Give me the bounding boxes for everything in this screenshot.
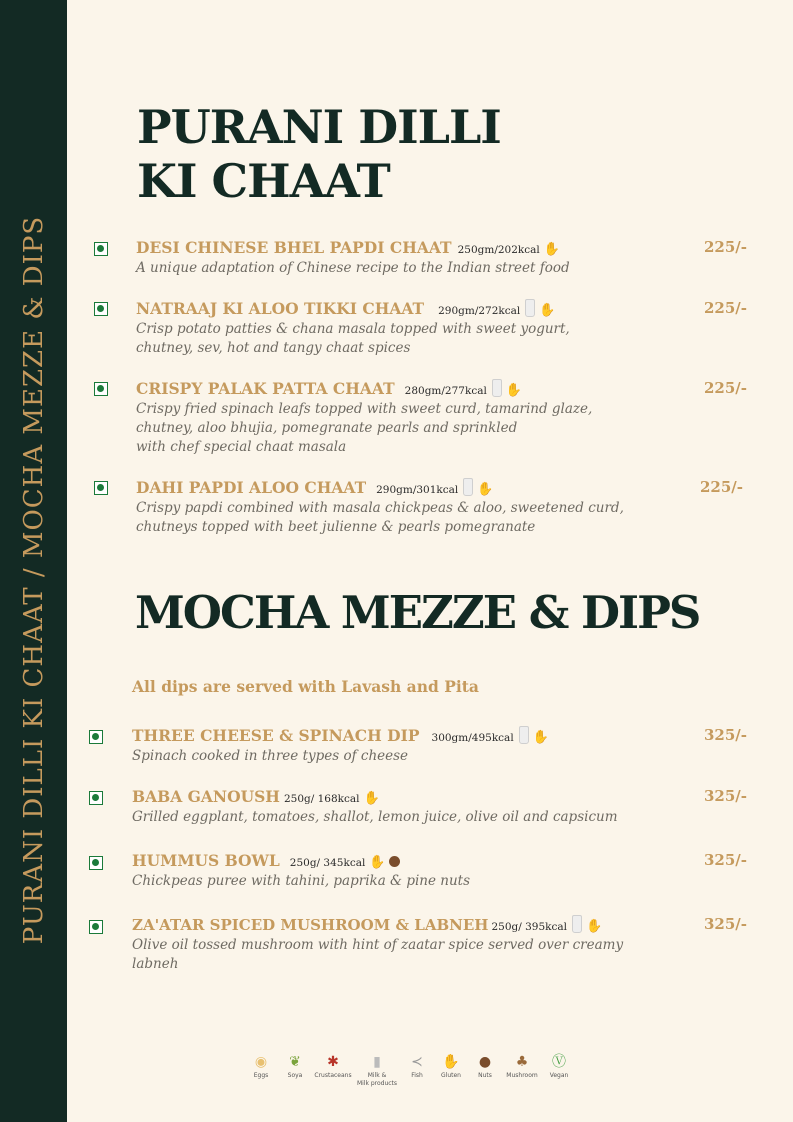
menu-item-price: 325/- [704,851,748,869]
menu-item-price: 325/- [704,915,748,933]
menu-item-description: Spinach cooked in three types of cheese [132,748,409,764]
gluten-icon: ✋ [539,303,556,318]
allergen-legend [246,1052,574,1088]
fish-icon: ≺ [411,1054,423,1070]
menu-item-description: Crisp potato patties & chana masala topped with sweet yogurt, chutney, sev, hot and tangy chaat spices [136,321,570,356]
vegan-icon: Ⓥ [552,1054,566,1070]
menu-item-title: DESI CHINESE BHEL PAPDI CHAAT 250gm/202kcal ✋ [136,238,560,257]
milk-icon [519,726,529,744]
milk-icon [572,915,582,933]
legend-item-milk: ▮ Milk & Milk products [356,1054,398,1087]
gluten-icon: ✋ [532,730,549,745]
menu-item-title: ZA'ATAR SPICED MUSHROOM & LABNEH 250g/ 395kcal ✋ [132,916,603,934]
veg-icon [89,791,103,805]
milk-icon: ▮ [373,1054,381,1070]
menu-item-description: Crispy papdi combined with masala chickpeas & aloo, sweetened curd, chutneys topped with beet julienne & pearls pomegranate [136,500,624,535]
legend-item-soya: ❦ Soya [287,1054,303,1079]
menu-item-description: Chickpeas puree with tahini, paprika & pine nuts [132,873,471,889]
section-title-mezze: MOCHA MEZZE & DIPS [135,586,700,639]
legend-item-crustaceans: ✱ Crustaceans [314,1054,352,1079]
menu-item-description: A unique adaptation of Chinese recipe to the Indian street food [136,260,570,276]
milk-icon [492,379,502,397]
veg-icon [89,920,103,934]
menu-item-price: 225/- [704,238,748,256]
legend-item-gluten: ✋ Gluten [441,1054,461,1079]
legend-item-eggs: ◉ Eggs [253,1054,269,1079]
menu-item-description: Olive oil tossed mushroom with hint of zaatar spice served over creamy labneh [132,937,624,972]
nut-icon: ● [478,1054,492,1070]
menu-item-price: 225/- [704,299,748,317]
veg-icon [94,481,108,495]
soya-icon: ❦ [289,1054,301,1070]
menu-item-title: BABA GANOUSH 250g/ 168kcal ✋ [132,787,380,806]
gluten-icon: ✋ [586,919,603,934]
milk-icon [525,299,535,317]
section-title-chaat: PURANI DILLI KI CHAAT [137,100,501,208]
mushroom-icon: ♣ [515,1054,529,1070]
gluten-icon: ✋ [505,383,523,398]
gluten-icon: ✋ [477,482,494,497]
menu-item-title: NATRAAJ KI ALOO TIKKI CHAAT 290gm/272kcal ✋ [136,299,556,318]
legend-item-mushroom: ♣ Mushroom [506,1054,538,1079]
veg-icon [89,730,103,744]
veg-icon [94,382,108,396]
menu-item-description: Grilled eggplant, tomatoes, shallot, lemon juice, olive oil and capsicum [132,809,618,825]
menu-item-title: DAHI PAPDI ALOO CHAAT 290gm/301kcal ✋ [136,478,494,497]
veg-icon [94,302,108,316]
legend-item-fish: ≺ Fish [411,1054,423,1079]
menu-item-price: 325/- [704,726,748,744]
menu-item-description: Crispy fried spinach leafs topped with sweet curd, tamarind glaze, chutney, aloo bhujia, pomegranate pearls and sprinkled with chef special chaat masala [136,401,593,455]
gluten-icon: ✋ [363,791,380,806]
gluten-icon: ✋ [543,242,560,257]
gluten-icon: ✋ [369,855,386,870]
crab-icon: ✱ [327,1054,339,1070]
milk-icon [463,478,473,496]
sidebar [0,0,67,1122]
menu-item-title: THREE CHEESE & SPINACH DIP 300gm/495kcal ✋ [132,726,549,745]
menu-item-title: HUMMUS BOWL 250g/ 345kcal ✋ [132,851,400,870]
nut-icon [389,856,400,867]
menu-item-price: 325/- [704,787,748,805]
legend-item-nuts: ● Nuts [478,1054,492,1079]
gluten-icon: ✋ [442,1054,460,1070]
menu-item-title: CRISPY PALAK PATTA CHAAT 280gm/277kcal ✋ [136,379,523,398]
menu-item-price: 225/- [700,478,744,496]
section-note: All dips are served with Lavash and Pita [132,677,479,696]
sidebar-title: PURANI DILLI KI CHAAT / MOCHA MEZZE & DIPS [19,215,49,945]
legend-item-vegan: Ⓥ Vegan [549,1054,569,1079]
veg-icon [94,242,108,256]
egg-icon: ◉ [254,1054,268,1070]
menu-item-price: 225/- [704,379,748,397]
veg-icon [89,856,103,870]
